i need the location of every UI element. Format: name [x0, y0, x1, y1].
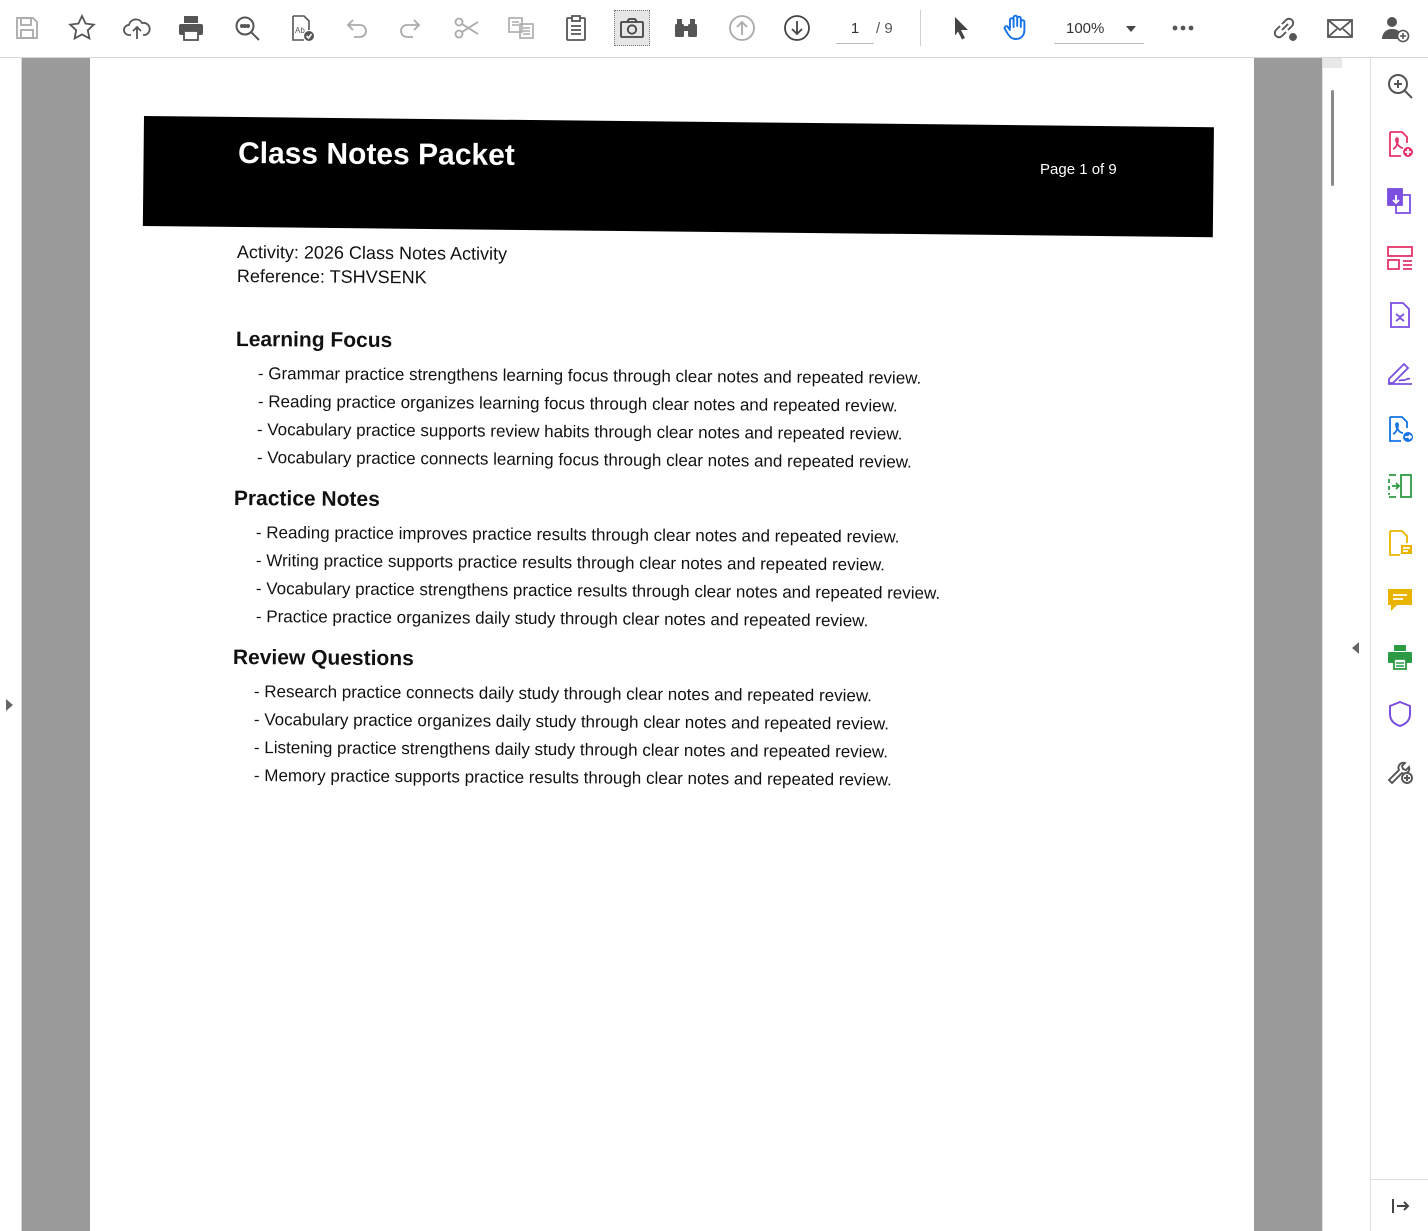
zoom-value: 100%	[1066, 20, 1105, 37]
page-gutter	[1254, 58, 1322, 1231]
document-title: Class Notes Packet	[237, 137, 515, 172]
create-pdf-icon[interactable]	[1384, 128, 1416, 160]
compress-pdf-icon[interactable]	[1384, 299, 1416, 331]
more-options-icon[interactable]	[1165, 10, 1201, 46]
hand-tool-icon[interactable]	[998, 10, 1034, 46]
send-pdf-icon[interactable]	[1384, 413, 1416, 445]
bookmark-star-icon[interactable]	[64, 10, 100, 46]
section-title: Practice Notes	[233, 487, 380, 512]
find-icon[interactable]	[229, 10, 265, 46]
activity-line: Activity: 2026 Class Notes Activity	[236, 242, 508, 264]
page-number-input[interactable]: 1	[836, 14, 874, 44]
reference-line: Reference: TSHVSENK	[236, 266, 427, 288]
combine-files-icon[interactable]	[1384, 470, 1416, 502]
select-cursor-icon[interactable]	[943, 10, 979, 46]
list-item: - Grammar practice strengthens learning focus through clear notes and repeated review.	[257, 364, 922, 388]
vertical-scrollbar[interactable]	[1322, 58, 1342, 1231]
next-page-icon[interactable]	[779, 10, 815, 46]
scrollbar-thumb[interactable]	[1331, 90, 1334, 186]
comment-icon[interactable]	[1384, 584, 1416, 616]
zoom-select[interactable]	[1054, 14, 1144, 44]
clipboard-icon[interactable]	[558, 10, 594, 46]
scissors-icon[interactable]	[449, 10, 485, 46]
binoculars-icon[interactable]	[668, 10, 704, 46]
chevron-down-icon	[1126, 26, 1136, 32]
list-item: - Reading practice improves practice results through clear notes and repeated review.	[255, 523, 900, 547]
top-toolbar	[0, 0, 1428, 58]
section-title: Learning Focus	[235, 328, 393, 353]
email-icon[interactable]	[1322, 10, 1358, 46]
expand-left-panel-icon[interactable]	[6, 699, 13, 711]
page-label: Page 1 of 9	[1040, 161, 1117, 178]
list-item: - Vocabulary practice connects learning focus through clear notes and repeated review.	[256, 448, 912, 472]
collapse-right-panel-icon[interactable]	[1352, 642, 1359, 654]
print-icon[interactable]	[173, 10, 209, 46]
scroll-up-area[interactable]	[1323, 58, 1343, 68]
list-item: - Reading practice organizes learning focus through clear notes and repeated review.	[257, 392, 898, 416]
page-total: / 9	[876, 20, 893, 37]
protect-shield-icon[interactable]	[1384, 698, 1416, 730]
right-tools-panel	[1342, 58, 1428, 1231]
zoom-page-icon[interactable]	[1384, 70, 1416, 102]
collapse-panel-icon[interactable]	[1384, 1190, 1416, 1222]
more-tools-icon[interactable]	[1384, 755, 1416, 787]
toolbar-separator	[920, 10, 921, 46]
save-icon[interactable]	[9, 10, 45, 46]
upload-cloud-icon[interactable]	[119, 10, 155, 46]
list-item: - Practice practice organizes daily study through clear notes and repeated review.	[255, 607, 869, 631]
pdf-page	[90, 58, 1254, 1231]
list-item: - Vocabulary practice strengthens practice results through clear notes and repeated review.	[255, 579, 941, 603]
list-item: - Listening practice strengthens daily study through clear notes and repeated review.	[253, 738, 889, 762]
section-title: Review Questions	[232, 646, 414, 671]
tools-pane	[1370, 58, 1428, 1231]
list-item: - Writing practice supports practice results through clear notes and repeated review.	[255, 551, 885, 575]
svg-text:Ab: Ab	[295, 26, 305, 35]
organize-pages-icon[interactable]	[1384, 242, 1416, 274]
panel-footer	[1371, 1179, 1428, 1231]
list-item: - Research practice connects daily study through clear notes and repeated review.	[253, 682, 873, 706]
list-item: - Memory practice supports practice results through clear notes and repeated review.	[253, 766, 892, 790]
undo-icon[interactable]	[338, 10, 374, 46]
previous-page-icon[interactable]	[724, 10, 760, 46]
edit-pdf-icon[interactable]	[1384, 527, 1416, 559]
fill-sign-icon[interactable]	[1384, 356, 1416, 388]
share-link-icon[interactable]	[1266, 10, 1302, 46]
spellcheck-icon[interactable]	[284, 10, 320, 46]
left-nav-panel	[0, 58, 22, 1231]
compare-icon[interactable]	[503, 10, 539, 46]
list-item: - Vocabulary practice supports review habits through clear notes and repeated review.	[256, 420, 903, 444]
snapshot-camera-icon[interactable]	[614, 10, 650, 46]
list-item: - Vocabulary practice organizes daily study through clear notes and repeated review.	[253, 710, 890, 734]
export-pdf-icon[interactable]	[1384, 185, 1416, 217]
print-production-icon[interactable]	[1384, 641, 1416, 673]
add-user-icon[interactable]	[1377, 10, 1413, 46]
redo-icon[interactable]	[393, 10, 429, 46]
